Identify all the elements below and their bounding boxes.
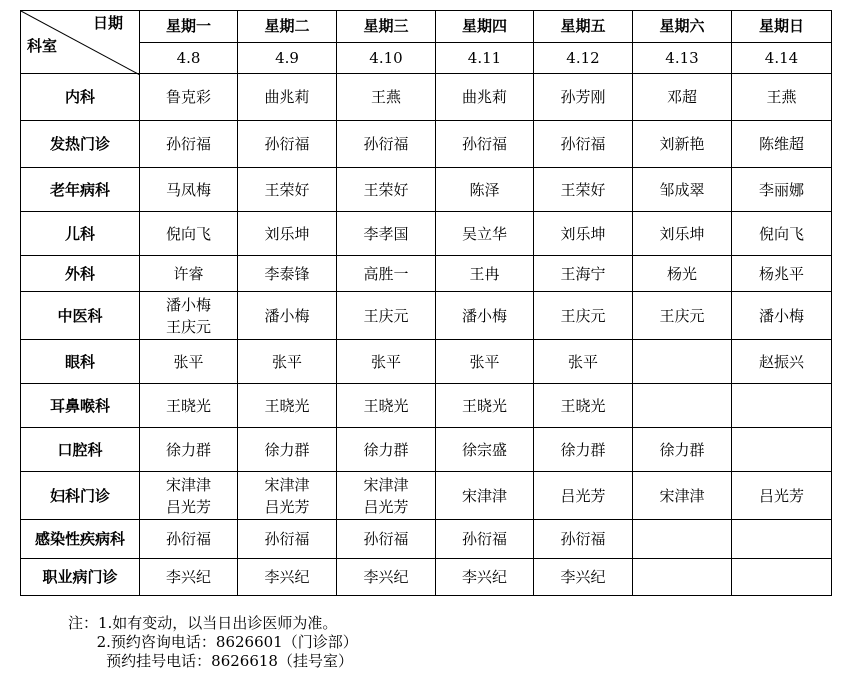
doctor-name: 高胜一	[363, 264, 409, 283]
doctor-cell	[140, 74, 238, 121]
doctor-name: 曲兆莉	[461, 88, 507, 106]
doctor-cell	[238, 428, 337, 472]
doctor-name: 张平	[567, 352, 598, 371]
dept-name: 职业病门诊	[21, 559, 140, 596]
doctor-name: 宋津津	[363, 475, 409, 494]
doctor-name: 孙衍福	[165, 135, 211, 153]
doctor-cell	[633, 340, 732, 384]
dept-name: 发热门诊	[21, 121, 140, 168]
day-header: 星期五	[534, 11, 633, 43]
date-header: 4.9	[238, 42, 337, 74]
notes	[68, 614, 358, 671]
doctor-cell	[633, 384, 732, 428]
dept-name: 眼科	[21, 340, 140, 384]
doctor-name: 孙衍福	[461, 530, 507, 548]
dept-name: 中医科	[21, 292, 140, 340]
doctor-name: 潘小梅	[264, 306, 310, 325]
doctor-name: 王庆元	[165, 317, 211, 336]
doctor-name: 杨光	[666, 264, 697, 283]
note-line: 2.预约咨询电话：8626601（门诊部）	[68, 633, 358, 651]
table-row	[21, 212, 832, 256]
doctor-cell	[436, 168, 534, 212]
doctor-cell	[140, 292, 238, 340]
doctor-name: 李孝国	[363, 224, 409, 243]
doctor-cell	[732, 384, 832, 428]
doctor-name: 王庆元	[659, 306, 705, 325]
doctor-cell	[140, 168, 238, 212]
doctor-name: 王海宁	[560, 264, 606, 283]
table-row	[21, 384, 832, 428]
doctor-cell	[436, 384, 534, 428]
doctor-cell	[436, 559, 534, 596]
doctor-name: 徐力群	[264, 440, 310, 459]
doctor-cell	[534, 340, 633, 384]
doctor-name: 宋津津	[659, 486, 705, 505]
doctor-cell	[337, 520, 436, 559]
doctor-cell	[436, 212, 534, 256]
table-row	[21, 121, 832, 168]
table-row	[21, 559, 832, 596]
doctor-cell	[140, 472, 238, 520]
dept-name: 感染性疾病科	[21, 520, 140, 559]
doctor-name: 张平	[173, 352, 204, 371]
doctor-cell	[732, 559, 832, 596]
note-line: 预约挂号电话：8626618（挂号室）	[68, 652, 353, 670]
doctor-cell	[436, 74, 534, 121]
doctor-name: 王燕	[766, 88, 797, 106]
table-row	[21, 168, 832, 212]
doctor-name: 李兴纪	[264, 568, 310, 586]
date-header: 4.11	[436, 42, 534, 74]
doctor-name: 徐力群	[560, 440, 606, 459]
doctor-name: 王荣好	[560, 180, 606, 199]
doctor-cell	[238, 384, 337, 428]
doctor-name: 李兴纪	[461, 568, 507, 586]
doctor-name: 徐力群	[659, 440, 705, 459]
doctor-cell	[337, 212, 436, 256]
doctor-cell	[337, 472, 436, 520]
doctor-cell	[534, 428, 633, 472]
doctor-name: 曲兆莉	[264, 88, 310, 106]
doctor-name: 杨兆平	[758, 264, 804, 283]
dept-name: 内科	[21, 74, 140, 121]
doctor-cell	[633, 472, 732, 520]
doctor-cell	[140, 256, 238, 292]
doctor-cell	[436, 292, 534, 340]
dept-name: 老年病科	[21, 168, 140, 212]
doctor-name: 张平	[469, 352, 500, 371]
doctor-cell	[238, 212, 337, 256]
doctor-cell	[337, 384, 436, 428]
doctor-name: 徐宗盛	[461, 440, 507, 459]
date-header: 4.10	[337, 42, 436, 74]
day-header: 星期四	[436, 11, 534, 43]
doctor-cell	[140, 121, 238, 168]
table-row	[21, 292, 832, 340]
doctor-cell	[534, 256, 633, 292]
doctor-cell	[633, 559, 732, 596]
doctor-cell	[732, 340, 832, 384]
doctor-cell	[436, 256, 534, 292]
doctor-name: 李兴纪	[560, 568, 606, 586]
doctor-name: 王燕	[370, 88, 401, 106]
doctor-cell	[238, 256, 337, 292]
table-row	[21, 256, 832, 292]
doctor-cell	[238, 121, 337, 168]
doctor-name: 孙衍福	[560, 135, 606, 153]
doctor-cell	[633, 292, 732, 340]
doctor-cell	[140, 559, 238, 596]
doctor-name: 孙衍福	[165, 530, 211, 548]
doctor-cell	[436, 428, 534, 472]
doctor-cell	[238, 520, 337, 559]
dept-name: 妇科门诊	[21, 472, 140, 520]
schedule-body	[21, 74, 832, 596]
table-row	[21, 520, 832, 559]
doctor-name: 徐力群	[165, 440, 211, 459]
date-header: 4.12	[534, 42, 633, 74]
doctor-cell	[337, 340, 436, 384]
doctor-cell	[732, 520, 832, 559]
doctor-cell	[534, 472, 633, 520]
day-header-row	[21, 11, 832, 43]
doctor-cell	[238, 292, 337, 340]
doctor-cell	[732, 74, 832, 121]
doctor-name: 吕光芳	[363, 497, 409, 516]
doctor-cell	[633, 168, 732, 212]
doctor-cell	[732, 168, 832, 212]
doctor-cell	[732, 212, 832, 256]
doctor-name: 李泰锋	[264, 264, 310, 283]
doctor-name: 倪向飞	[165, 224, 211, 243]
doctor-cell	[140, 428, 238, 472]
doctor-name: 倪向飞	[758, 224, 804, 243]
corner-date-label: 日期	[92, 14, 123, 32]
doctor-name: 孙衍福	[461, 135, 507, 153]
doctor-name: 王荣好	[264, 180, 310, 199]
doctor-cell	[633, 520, 732, 559]
doctor-name: 潘小梅	[165, 295, 211, 314]
doctor-cell	[732, 472, 832, 520]
doctor-cell	[534, 74, 633, 121]
doctor-cell	[238, 340, 337, 384]
doctor-name: 李丽娜	[758, 180, 804, 199]
note-line: 注：1.如有变动，以当日出诊医师为准。	[68, 614, 338, 632]
doctor-name: 孙衍福	[560, 530, 606, 548]
doctor-name: 吕光芳	[165, 497, 211, 516]
doctor-name: 王冉	[469, 264, 500, 283]
doctor-name: 吕光芳	[560, 486, 606, 505]
doctor-cell	[732, 428, 832, 472]
doctor-name: 刘乐坤	[264, 224, 310, 243]
doctor-name: 王荣好	[363, 180, 409, 199]
doctor-cell	[534, 212, 633, 256]
doctor-cell	[534, 168, 633, 212]
doctor-cell	[140, 212, 238, 256]
corner-cell	[21, 11, 140, 74]
date-header: 4.14	[732, 42, 832, 74]
doctor-cell	[436, 520, 534, 559]
doctor-name: 张平	[370, 352, 401, 371]
schedule-table	[20, 10, 832, 596]
doctor-name: 马凤梅	[165, 180, 211, 199]
doctor-cell	[140, 340, 238, 384]
dept-name: 耳鼻喉科	[21, 384, 140, 428]
doctor-cell	[633, 121, 732, 168]
doctor-name: 孙衍福	[363, 135, 409, 153]
doctor-name: 王晓光	[264, 396, 310, 415]
doctor-cell	[633, 428, 732, 472]
table-row	[21, 472, 832, 520]
doctor-name: 王晓光	[461, 396, 507, 415]
doctor-name: 孙衍福	[363, 530, 409, 548]
doctor-name: 孙衍福	[264, 530, 310, 548]
doctor-name: 吕光芳	[264, 497, 310, 516]
doctor-name: 刘乐坤	[560, 224, 606, 243]
doctor-name: 孙衍福	[264, 135, 310, 153]
doctor-cell	[534, 121, 633, 168]
doctor-name: 王晓光	[165, 396, 211, 415]
doctor-name: 刘新艳	[659, 135, 705, 153]
doctor-name: 邓超	[666, 88, 697, 106]
doctor-cell	[732, 121, 832, 168]
doctor-cell	[337, 256, 436, 292]
doctor-name: 潘小梅	[461, 306, 507, 325]
doctor-name: 鲁克彩	[165, 88, 211, 106]
doctor-cell	[436, 340, 534, 384]
doctor-name: 王晓光	[363, 396, 409, 415]
dept-name: 儿科	[21, 212, 140, 256]
doctor-cell	[140, 384, 238, 428]
doctor-cell	[534, 559, 633, 596]
doctor-cell	[436, 121, 534, 168]
doctor-name: 宋津津	[461, 486, 507, 505]
date-header: 4.8	[140, 42, 238, 74]
doctor-name: 吴立华	[461, 224, 507, 243]
corner-dept-label: 科室	[27, 37, 58, 55]
doctor-name: 王庆元	[363, 306, 409, 325]
doctor-name: 刘乐坤	[659, 224, 705, 243]
doctor-cell	[238, 168, 337, 212]
dept-name: 外科	[21, 256, 140, 292]
day-header: 星期一	[140, 11, 238, 43]
doctor-cell	[633, 212, 732, 256]
table-row	[21, 428, 832, 472]
doctor-cell	[238, 472, 337, 520]
doctor-cell	[337, 168, 436, 212]
doctor-name: 王庆元	[560, 306, 606, 325]
doctor-name: 宋津津	[264, 475, 310, 494]
doctor-cell	[337, 121, 436, 168]
doctor-name: 王晓光	[560, 396, 606, 415]
doctor-cell	[534, 292, 633, 340]
day-header: 星期六	[633, 11, 732, 43]
date-header-row	[21, 42, 832, 74]
day-header: 星期二	[238, 11, 337, 43]
table-row	[21, 340, 832, 384]
doctor-name: 许睿	[173, 264, 204, 283]
doctor-cell	[732, 292, 832, 340]
doctor-cell	[337, 74, 436, 121]
doctor-name: 潘小梅	[758, 306, 804, 325]
doctor-cell	[534, 384, 633, 428]
doctor-cell	[436, 472, 534, 520]
doctor-name: 宋津津	[165, 475, 211, 494]
dept-name: 口腔科	[21, 428, 140, 472]
doctor-name: 张平	[271, 352, 302, 371]
doctor-cell	[238, 559, 337, 596]
doctor-cell	[633, 256, 732, 292]
doctor-name: 李兴纪	[165, 568, 211, 586]
day-header: 星期三	[337, 11, 436, 43]
doctor-name: 陈泽	[469, 180, 500, 199]
doctor-name: 孙芳刚	[560, 88, 606, 106]
table-row	[21, 74, 832, 121]
doctor-cell	[534, 520, 633, 559]
doctor-cell	[633, 74, 732, 121]
doctor-name: 李兴纪	[363, 568, 409, 586]
doctor-name: 吕光芳	[758, 486, 804, 505]
doctor-cell	[337, 428, 436, 472]
doctor-cell	[238, 74, 337, 121]
date-header: 4.13	[633, 42, 732, 74]
doctor-name: 徐力群	[363, 440, 409, 459]
doctor-cell	[337, 292, 436, 340]
doctor-cell	[732, 256, 832, 292]
doctor-name: 赵振兴	[758, 352, 804, 371]
doctor-name: 邹成翠	[659, 180, 705, 199]
doctor-cell	[140, 520, 238, 559]
doctor-name: 陈维超	[758, 135, 804, 153]
doctor-cell	[337, 559, 436, 596]
day-header: 星期日	[732, 11, 832, 43]
